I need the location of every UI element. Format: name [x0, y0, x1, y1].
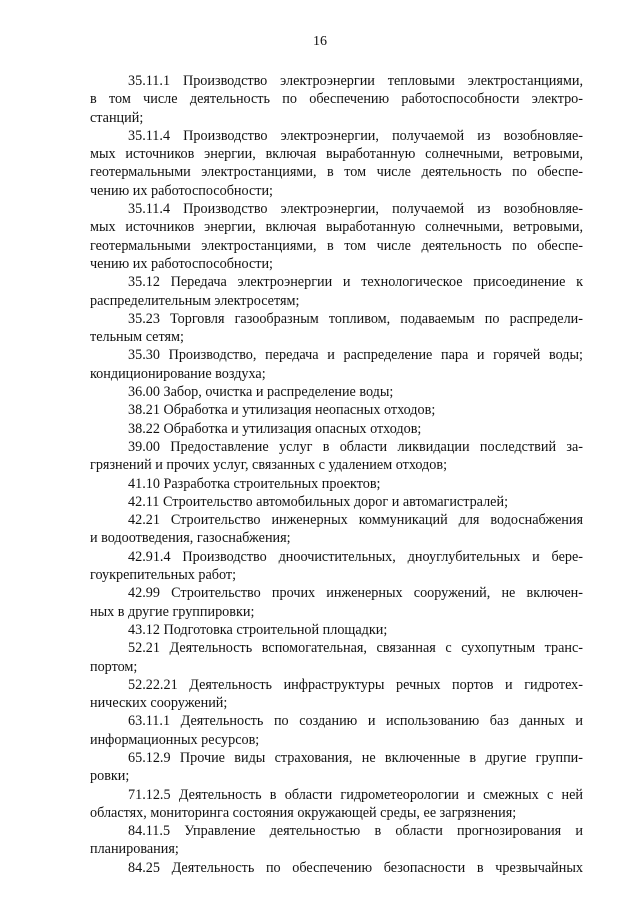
paragraph [90, 200, 583, 273]
text-line: станций; [90, 109, 144, 126]
text-line: 65.12.9 Прочие виды страхования, не включенные в другие группи- [128, 749, 583, 766]
text-line: чению их работоспособности; [90, 182, 273, 199]
paragraph [90, 786, 583, 823]
paragraph [90, 72, 583, 127]
text-line: 35.23 Торговля газообразным топливом, подаваемым по распредели- [128, 310, 583, 327]
text-line: 35.11.4 Производство электроэнергии, получаемой из возобновляе- [128, 127, 583, 144]
paragraph [90, 511, 583, 548]
text-line: 36.00 Забор, очистка и распределение воды; [128, 384, 394, 401]
paragraph [90, 712, 583, 749]
text-line: мых источников энергии, включая выработанную солнечными, ветровыми, [90, 219, 583, 236]
page-number: 16 [313, 34, 327, 49]
text-line: 35.11.4 Производство электроэнергии, получаемой из возобновляе- [128, 201, 583, 218]
paragraph [90, 676, 583, 713]
text-line: тельным сетям; [90, 329, 184, 346]
paragraph [90, 639, 583, 676]
text-line: 42.21 Строительство инженерных коммуникаций для водоснабжения [128, 512, 583, 529]
text-line: гоукрепительных работ; [90, 567, 237, 584]
text-line: кондиционирование воздуха; [90, 365, 266, 382]
paragraph [90, 621, 583, 639]
text-line: геотермальными электростанциями, в том числе деятельность по обеспе- [90, 164, 583, 181]
paragraph [90, 383, 583, 401]
text-line: 52.22.21 Деятельность инфраструктуры речных портов и гидротех- [128, 676, 583, 693]
text-line: 42.99 Строительство прочих инженерных сооружений, не включен- [128, 585, 583, 602]
text-line: 63.11.1 Деятельность по созданию и использованию баз данных и [128, 713, 583, 730]
paragraph [90, 493, 583, 511]
text-line: информационных ресурсов; [90, 731, 260, 748]
text-line: ровки; [90, 768, 130, 785]
text-line: 52.21 Деятельность вспомогательная, связанная с сухопутным транс- [128, 640, 583, 657]
text-line: 43.12 Подготовка строительной площадки; [128, 621, 388, 638]
body-text [90, 72, 583, 877]
paragraph [90, 346, 583, 383]
paragraph [90, 749, 583, 786]
paragraph [90, 548, 583, 585]
paragraph [90, 127, 583, 200]
text-line: 84.25 Деятельность по обеспечению безопасности в чрезвычайных [128, 859, 583, 876]
text-line: 39.00 Предоставление услуг в области ликвидации последствий за- [128, 438, 583, 455]
text-line: 84.11.5 Управление деятельностью в области прогнозирования и [128, 823, 583, 840]
text-line: грязнений и прочих услуг, связанных с удалением отходов; [90, 457, 448, 474]
text-line: 35.11.1 Производство электроэнергии тепловыми электростанциями, [128, 73, 583, 89]
text-line: областях, мониторинга состояния окружающей среды, ее загрязнения; [90, 804, 517, 821]
paragraph [90, 584, 583, 621]
text-line: 35.30 Производство, передача и распределение пара и горячей воды; [128, 347, 583, 364]
text-line: и водоотведения, газоснабжения; [90, 530, 291, 547]
text-line: ных в другие группировки; [90, 603, 255, 620]
paragraph [90, 401, 583, 419]
text-line: геотермальными электростанциями, в том числе деятельность по обеспе- [90, 237, 583, 254]
text-line: планирования; [90, 841, 179, 858]
paragraph [90, 822, 583, 859]
text-line: 38.22 Обработка и утилизация опасных отходов; [128, 420, 422, 437]
paragraph [90, 273, 583, 310]
text-line: нических сооружений; [90, 695, 228, 712]
text-line: распределительным электросетям; [90, 292, 300, 309]
text-line: портом; [90, 658, 138, 675]
paragraph [90, 310, 583, 347]
text-line: 41.10 Разработка строительных проектов; [128, 475, 381, 492]
paragraph [90, 438, 583, 475]
text-line: 42.91.4 Производство дноочистительных, дноуглубительных и бере- [128, 548, 583, 565]
paragraph [90, 475, 583, 493]
text-line: в том числе деятельность по обеспечению работоспособности электро- [90, 91, 583, 108]
paragraph [90, 420, 583, 438]
text-line: мых источников энергии, включая выработанную солнечными, ветровыми, [90, 146, 583, 163]
text-line: 71.12.5 Деятельность в области гидрометеорологии и смежных с ней [128, 786, 583, 803]
text-line: 38.21 Обработка и утилизация неопасных отходов; [128, 402, 436, 419]
text-line: чению их работоспособности; [90, 255, 273, 272]
text-line: 35.12 Передача электроэнергии и технологическое присоединение к [128, 274, 583, 291]
text-line: 42.11 Строительство автомобильных дорог и автомагистралей; [128, 493, 509, 510]
paragraph [90, 859, 583, 877]
